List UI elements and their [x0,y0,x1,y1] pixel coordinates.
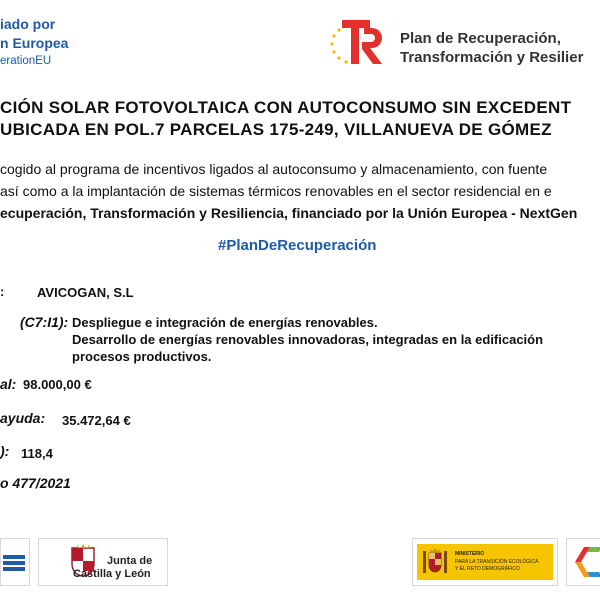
project-title-line-1: CIÓN SOLAR FOTOVOLTAICA CON AUTOCONSUMO SIN EXCEDENT [0,98,572,117]
beneficiary-value: AVICOGAN, S.L [37,285,134,300]
miteco-line-2: PARA LA TRANSICIÓN ECOLÓGICA [455,559,539,565]
jcyl-logo [38,538,168,586]
eu-funding-line-3: erationEU [0,55,52,67]
eu-funding-line-1: iado por [0,16,56,32]
hashtag: #PlanDeRecuperación [218,237,377,254]
spain-coat-of-arms-icon [421,547,449,577]
miteco-line-3: Y EL RETO DEMOGRÁFICO [455,566,520,572]
prtr-title-line-1: Plan de Recuperación, [400,30,561,47]
budget-value: 98.000,00 € [23,377,92,392]
miteco-logo [412,538,558,586]
hexagon-logo-icon [567,539,600,585]
budget-label: al: [0,376,17,392]
description-line-2: así como a la implantación de sistemas térmicos renovables en el sector residencial en e [0,183,552,199]
prtr-title-line-2: Transformación y Resilier [400,49,584,66]
aid-value: 35.472,64 € [62,413,131,428]
jcyl-line-2: Castilla y León [73,568,151,580]
eu-funding-line-2: n Europea [0,35,69,51]
colorful-logo-partial [566,538,600,586]
action-value-line-1: Despliegue e integración de energías renovables. [72,315,378,330]
royal-decree-label: o 477/2021 [0,475,71,491]
description-line-1: cogido al programa de incentivos ligados al autoconsumo y almacenamiento, con fuente [0,161,548,177]
project-title-line-2: UBICADA EN POL.7 PARCELAS 175-249, VILLANUEVA DE GÓMEZ [0,120,552,139]
action-value-line-2: Desarrollo de energías renovables innovadoras, integradas en la edificación [72,332,544,347]
prtr-logo-icon [328,14,390,70]
aid-label: ayuda: [0,410,46,426]
beneficiary-label-fragment: : [0,284,5,299]
action-label: (C7:I1): [20,314,69,330]
footer-logo-partial [0,538,30,586]
partial-logo-icon [1,539,29,585]
jcyl-line-1: Junta de [107,555,153,567]
power-value: 118,4 [21,446,53,461]
description-line-3: ecuperación, Transformación y Resiliencia, financiado por la Unión Europea - NextGen [0,205,578,221]
power-label: ): [0,443,10,459]
action-value-line-3: procesos productivos. [72,349,212,364]
miteco-line-1: MINISTERIO [455,551,485,557]
